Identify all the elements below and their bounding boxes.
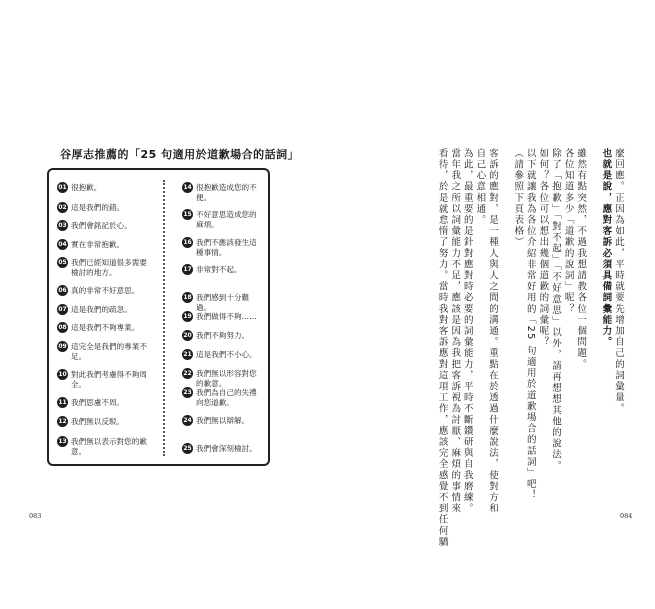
phrase-number: 22 (183, 370, 192, 377)
phrase-text: 我們無以辯解。 (196, 416, 250, 425)
phrase-number: 16 (183, 239, 192, 246)
phrase-number: 05 (58, 259, 67, 266)
phrase-text: 這是我們不小心。 (196, 350, 257, 359)
phrase-number: 23 (183, 389, 192, 396)
phrase-number: 17 (183, 266, 192, 273)
text-column: 麼回應。正因為如此，平時就要先增加自己的詞彙量。 (613, 148, 624, 415)
phrase-text: 我們會銘記於心。 (71, 221, 132, 230)
text-column: （請參照下頁表格） (512, 148, 524, 248)
phrase-number: 08 (58, 324, 67, 331)
page-number-left: 083 (29, 512, 42, 520)
phrase-number: 19 (183, 313, 192, 320)
text-column: 為此，最重要的是針對應對時必要的詞彙能力，平時不斷鑽研與自我磨練。 (461, 148, 473, 515)
phrase-text: 我們會深刻檢討。 (196, 444, 257, 453)
phrase-number: 10 (58, 371, 67, 378)
phrase-text: 這是我們不夠專業。 (71, 323, 140, 332)
phrase-text: 我們無以反駁。 (71, 417, 125, 426)
right-page (328, 0, 655, 609)
phrase-text: 實在非常抱歉。 (71, 240, 125, 249)
phrase-text: 我們思慮不周。 (71, 398, 125, 407)
phrase-text: 我們已經知道很多需要檢討的地方。 (71, 258, 147, 277)
phrase-number: 13 (58, 438, 67, 445)
phrase-item (57, 398, 153, 408)
phrase-number: 07 (58, 306, 67, 313)
phrase-text: 不好意思造成您的麻煩。 (196, 210, 257, 229)
phrase-item (57, 286, 153, 296)
text-column: 各位知道多少「道歉的說詞」呢？ (562, 148, 574, 315)
phrase-text: 這是我們的疏忽。 (71, 305, 132, 314)
phrase-text: 我們無以形容對您的歉意。 (196, 369, 257, 388)
phrase-item (182, 238, 264, 258)
phrase-text: 我們為自己的失禮向您道歉。 (196, 388, 257, 407)
phrase-text: 我們無以表示對您的歉意。 (71, 437, 147, 456)
phrase-number: 18 (183, 294, 192, 301)
phrase-number: 11 (58, 399, 67, 406)
phrase-number: 06 (58, 287, 67, 294)
phrase-item (57, 203, 153, 213)
phrase-item (57, 240, 153, 250)
phrase-item (182, 444, 264, 454)
phrase-item (57, 183, 153, 193)
text-column: 以下就讓我為各位介紹非常好用的「25 句適用於道歉場合的話詞」吧！ (524, 148, 536, 501)
phrase-number: 01 (58, 184, 67, 191)
phrase-item (182, 312, 264, 322)
phrase-item (182, 350, 264, 360)
text-column: 當年我之所以詞彙能力不足，應該是因為我把客訴視為討厭、麻煩的事情來 (449, 148, 461, 515)
phrase-item (57, 437, 153, 457)
page-number-right: 084 (620, 512, 633, 520)
phrase-text: 這是我們的錯。 (71, 203, 125, 212)
phrase-text: 我們感到十分難過。 (196, 293, 250, 312)
text-column: 除了「抱歉」「對不起」「不好意思」以外，請再想想其他的說法。 (550, 148, 561, 472)
phrase-text: 我們不夠努力。 (196, 331, 250, 340)
phrase-item (182, 369, 264, 389)
phrase-item (57, 342, 153, 362)
phrase-item (57, 370, 153, 390)
phrase-number: 02 (58, 204, 67, 211)
text-column: 自己心意相通。 (474, 148, 486, 226)
phrase-number: 21 (183, 351, 192, 358)
phrase-item (182, 416, 264, 426)
text-column: 客訴的應對，是一種人與人之間的溝通。重點在於透過什麼說法，使對方和 (487, 148, 498, 515)
phrase-number: 15 (183, 211, 192, 218)
left-page (0, 0, 327, 609)
phrase-text: 很抱歉造成您的不便。 (196, 183, 257, 202)
phrase-text: 我們做得不夠…… (196, 312, 257, 321)
text-column: 也就是說，應對客訴必須具備詞彙能力。 (600, 148, 612, 348)
phrase-number: 04 (58, 241, 67, 248)
phrase-item (182, 183, 264, 203)
phrase-text: 非常對不起。 (196, 265, 242, 274)
phrase-number: 03 (58, 222, 67, 229)
phrase-item (182, 331, 264, 341)
phrase-item (182, 388, 264, 408)
phrase-text: 對此我們考慮得不夠周全。 (71, 370, 147, 389)
table-title: 谷厚志推薦的「25 句適用於道歉場合的話詞」 (60, 148, 300, 161)
column-divider (163, 180, 165, 456)
phrase-item (57, 258, 153, 278)
phrase-number: 25 (183, 445, 192, 452)
phrase-text: 真的非常不好意思。 (71, 286, 140, 295)
phrase-item (182, 210, 264, 230)
phrase-item (57, 417, 153, 427)
phrase-item (182, 293, 264, 313)
phrase-item (57, 323, 153, 333)
phrase-text: 這完全是我們的專業不足。 (71, 342, 147, 361)
phrase-number: 14 (183, 184, 192, 191)
phrase-item (57, 305, 153, 315)
text-column: 看待，於是就怠惰了努力。當時我對客訴應對這項工作，應該完全感覺不到任何驕 (436, 148, 448, 548)
phrase-number: 09 (58, 343, 67, 350)
phrase-text: 我們不應該發生這種事情。 (196, 238, 257, 257)
text-column: 雖然有點突然，不過我想請教各位一個問題。 (575, 148, 587, 370)
phrase-text: 很抱歉。 (71, 183, 102, 192)
phrase-number: 24 (183, 417, 192, 424)
phrase-number: 12 (58, 418, 67, 425)
phrase-item (182, 265, 264, 275)
phrase-number: 20 (183, 332, 192, 339)
text-column: 如何？各位可以想出幾個道歉的詞彙呢？ (537, 148, 549, 348)
phrase-item (57, 221, 153, 231)
